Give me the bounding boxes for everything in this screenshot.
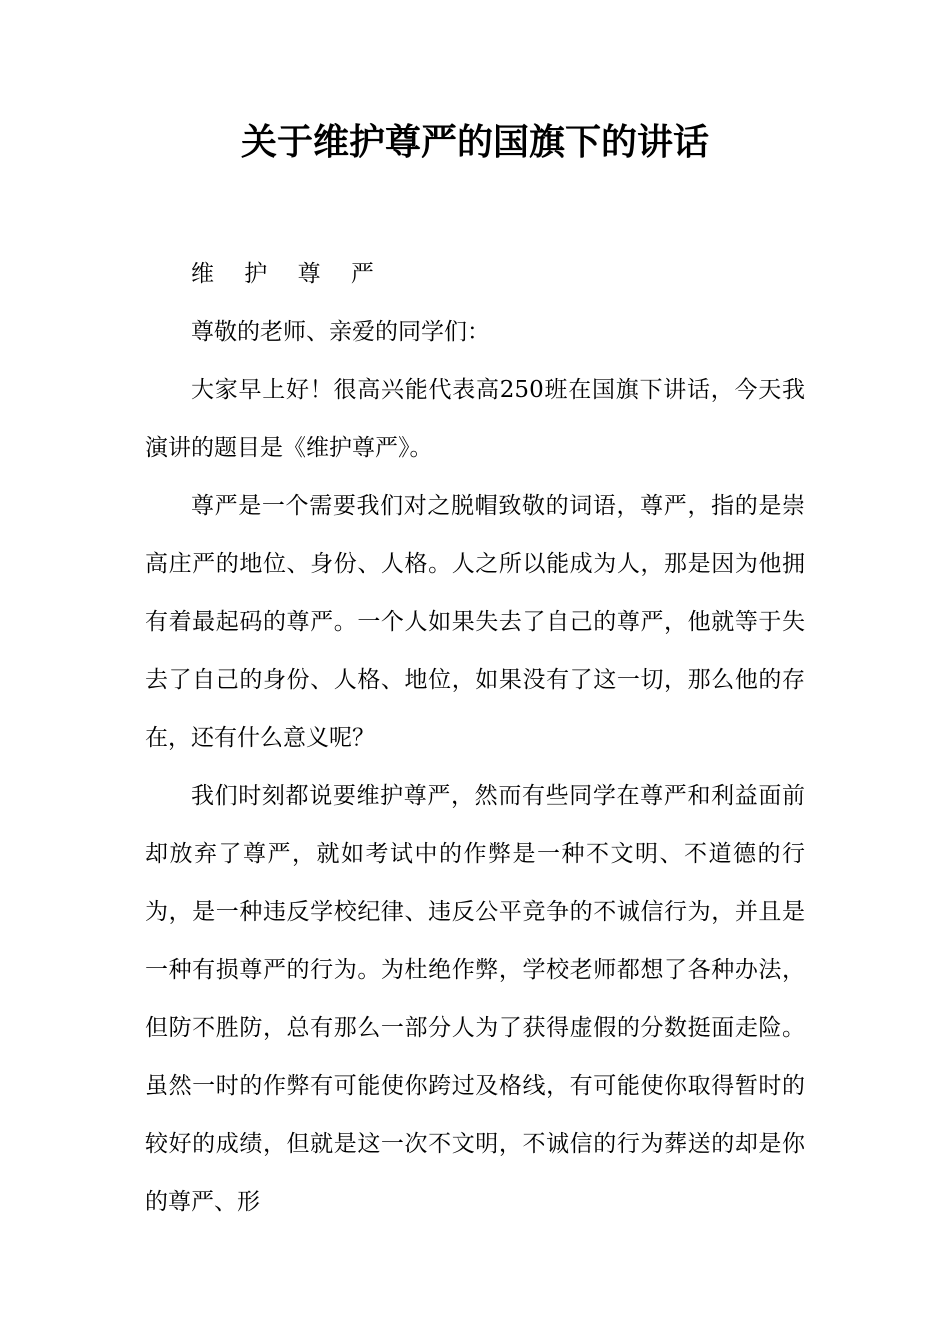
document-title: 关于维护尊严的国旗下的讲话 [240, 121, 709, 163]
body-paragraph: 尊严是一个需要我们对之脱帽致敬的词语，尊严，指的是崇高庄严的地位、身份、人格。人之所以能成为人，那是因为他拥有着最起码的尊严。一个人如果失去了自己的尊严，他就等于失去了自己的身份、人格、地位，如果没有了这一切，那么他的存在，还有什么意义呢？ [145, 493, 805, 751]
body-paragraph: 大家早上好！很高兴能代表高250班在国旗下讲话，今天我演讲的题目是《维护尊严》。 [145, 377, 805, 461]
document-body [145, 245, 805, 1231]
body-paragraph: 我们时刻都说要维护尊严，然而有些同学在尊严和利益面前却放弃了尊严，就如考试中的作弊是一种不文明、不道德的行为，是一种违反学校纪律、违反公平竞争的不诚信行为，并且是一种有损尊严的行为。为杜绝作弊，学校老师都想了各种办法，但防不胜防，总有那么一部分人为了获得虚假的分数挺面走险。虽然一时的作弊有可能使你跨过及格线，有可能使你取得暂时的较好的成绩，但就是这一次不文明，不诚信的行为葬送的却是你的尊严、形 [145, 783, 805, 1215]
salutation: 尊敬的老师、亲爱的同学们： [191, 319, 490, 345]
speech-heading: 维 护 尊 严 [191, 261, 386, 287]
